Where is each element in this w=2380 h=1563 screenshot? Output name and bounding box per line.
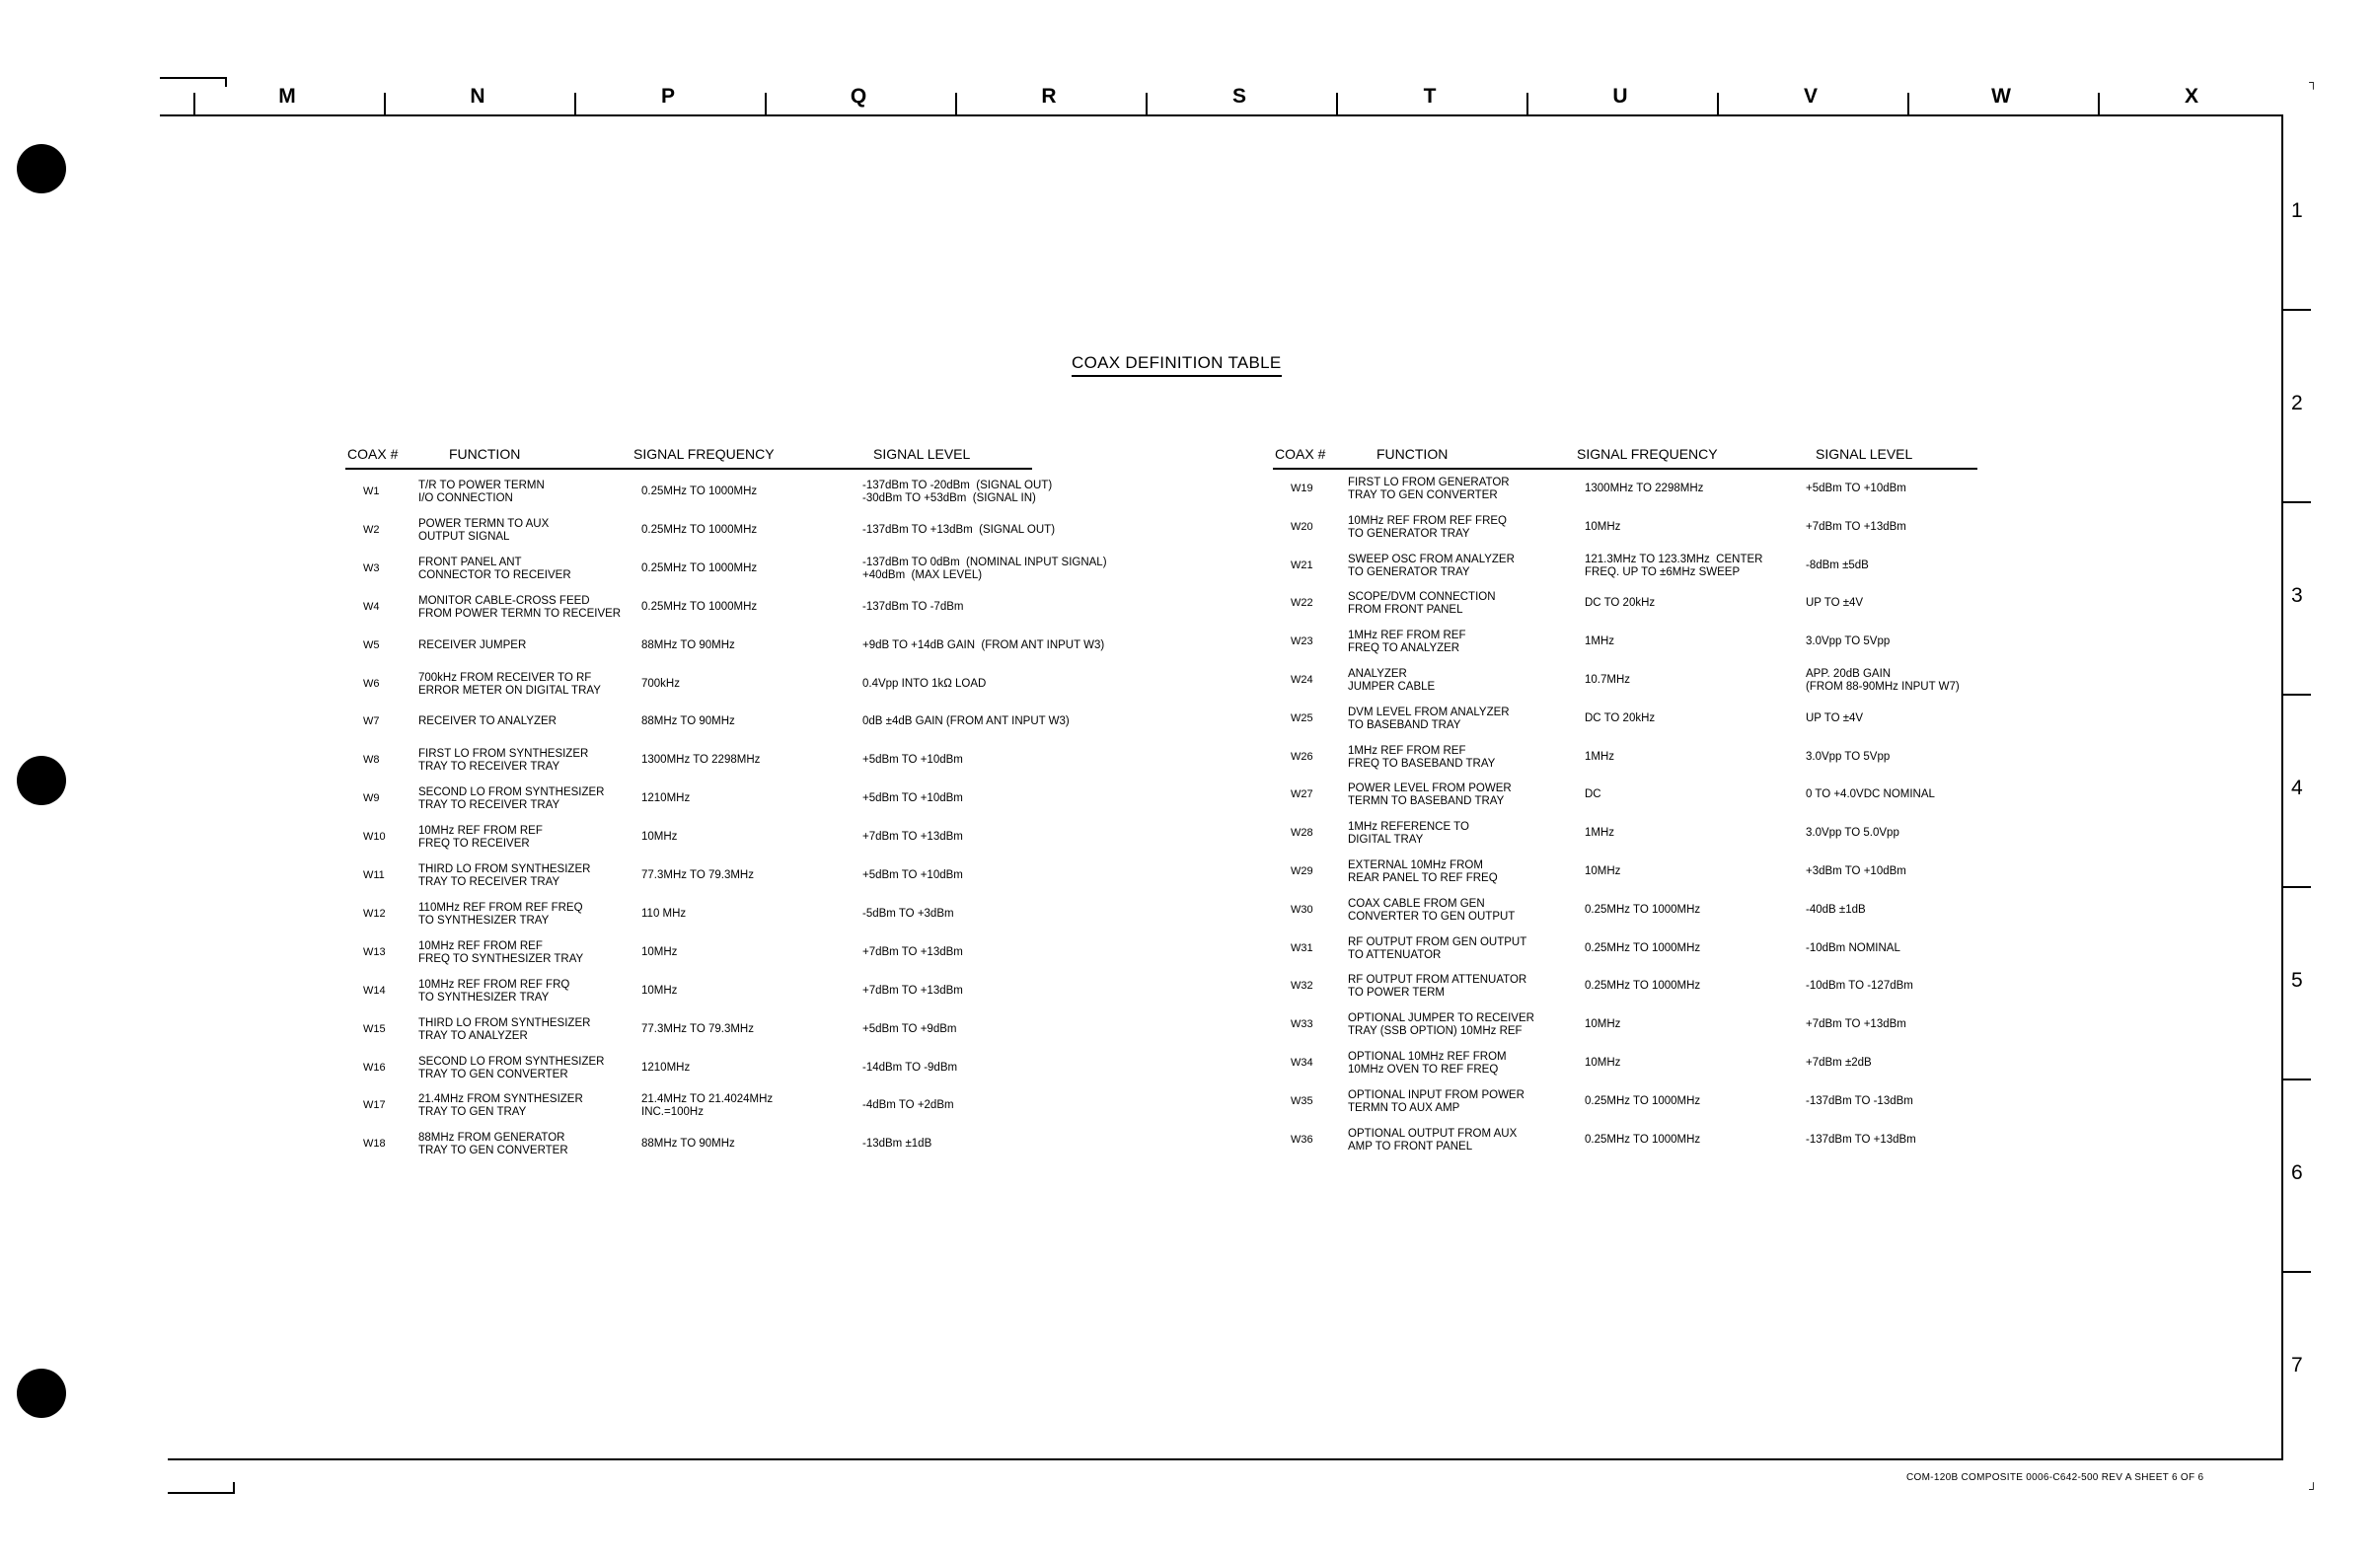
coax-id: W22 [1291, 597, 1313, 610]
frequency-cell: 0.25MHz TO 1000MHz [641, 523, 758, 536]
function-cell: OPTIONAL OUTPUT FROM AUX AMP TO FRONT PANEL [1348, 1127, 1518, 1153]
function-cell: OPTIONAL JUMPER TO RECEIVER TRAY (SSB OPTION) 10MHz REF [1348, 1012, 1534, 1038]
right-header-rule [1273, 468, 1977, 470]
coax-id: W10 [363, 831, 386, 844]
frequency-cell: 0.25MHz TO 1000MHz [641, 600, 758, 613]
frequency-cell: 10MHz [1585, 520, 1621, 533]
frequency-cell: 0.25MHz TO 1000MHz [1585, 941, 1701, 954]
frequency-cell: DC TO 20kHz [1585, 597, 1656, 610]
function-cell: SWEEP OSC FROM ANALYZER TO GENERATOR TRAY [1348, 553, 1515, 578]
function-cell: 700kHz FROM RECEIVER TO RF ERROR METER ON DIGITAL TRAY [418, 671, 601, 697]
coax-id: W19 [1291, 483, 1313, 494]
level-cell: -10dBm NOMINAL [1806, 941, 1900, 954]
frequency-cell: 700kHz [641, 677, 680, 690]
level-cell: -137dBm TO -7dBm [862, 600, 964, 613]
function-cell: SECOND LO FROM SYNTHESIZER TRAY TO GEN CONVERTER [418, 1055, 605, 1080]
coax-id: W34 [1291, 1057, 1313, 1069]
level-cell: -137dBm TO +13dBm (SIGNAL OUT) [862, 523, 1056, 536]
function-cell: DVM LEVEL FROM ANALYZER TO BASEBAND TRAY [1348, 706, 1510, 731]
frequency-cell: 1300MHz TO 2298MHz [641, 754, 761, 767]
coax-id: W9 [363, 792, 380, 805]
coax-id: W11 [363, 869, 385, 881]
row-tick [2281, 1079, 2311, 1080]
binder-hole-middle [17, 756, 66, 805]
function-cell: EXTERNAL 10MHz FROM REAR PANEL TO REF FREQ [1348, 859, 1498, 884]
frequency-cell: 110 MHz [641, 907, 687, 920]
row-tick [2281, 309, 2311, 311]
table-title: COAX DEFINITION TABLE [1072, 353, 1282, 377]
level-cell: +5dBm TO +10dBm [862, 754, 963, 767]
frame-top-border [160, 114, 2283, 116]
coax-id: W30 [1291, 903, 1313, 916]
right-header-function: FUNCTION [1376, 446, 1449, 462]
coax-id: W8 [363, 754, 380, 767]
coax-id: W5 [363, 638, 380, 651]
column-label-q: Q [850, 85, 867, 108]
left-header-function: FUNCTION [449, 446, 521, 462]
level-cell: +7dBm TO +13dBm [862, 831, 963, 844]
column-label-s: S [1231, 85, 1246, 108]
frequency-cell: 0.25MHz TO 1000MHz [641, 561, 758, 574]
column-label-n: N [470, 85, 485, 108]
corner-mark-top-left [160, 77, 227, 79]
frequency-cell: 10MHz [1585, 865, 1621, 877]
coax-id: W24 [1291, 674, 1313, 686]
coax-id: W33 [1291, 1018, 1313, 1031]
frequency-cell: 10MHz [641, 984, 678, 997]
level-cell: +5dBm TO +10dBm [1806, 483, 1906, 494]
level-cell: -137dBm TO -20dBm (SIGNAL OUT) -30dBm TO +53dBm (SIGNAL IN) [862, 480, 1053, 504]
binder-hole-top [17, 144, 66, 193]
coax-id: W27 [1291, 788, 1313, 801]
level-cell: +7dBm TO +13dBm [862, 984, 963, 997]
function-cell: RF OUTPUT FROM ATTENUATOR TO POWER TERM [1348, 974, 1527, 1000]
coax-id: W28 [1291, 827, 1313, 840]
coax-id: W14 [363, 984, 386, 997]
function-cell: THIRD LO FROM SYNTHESIZER TRAY TO RECEIVER TRAY [418, 863, 591, 888]
function-cell: RECEIVER JUMPER [418, 638, 527, 651]
column-label-u: U [1612, 85, 1628, 108]
coax-id: W18 [363, 1138, 386, 1151]
level-cell: +5dBm TO +10dBm [862, 869, 963, 881]
frequency-cell: 77.3MHz TO 79.3MHz [641, 869, 754, 881]
coax-id: W35 [1291, 1094, 1313, 1107]
frequency-cell: 1210MHz [641, 792, 691, 805]
row-label-1: 1 [2291, 199, 2303, 222]
level-cell: -10dBm TO -127dBm [1806, 980, 1913, 993]
column-label-m: M [278, 85, 296, 108]
column-label-v: V [1803, 85, 1818, 108]
function-cell: SECOND LO FROM SYNTHESIZER TRAY TO RECEIVER TRAY [418, 786, 605, 812]
coax-id: W17 [363, 1099, 386, 1112]
level-cell: +7dBm TO +13dBm [1806, 520, 1906, 533]
level-cell: 3.0Vpp TO 5.0Vpp [1806, 827, 1899, 840]
level-cell: 0 TO +4.0VDC NOMINAL [1806, 788, 1935, 801]
function-cell: FRONT PANEL ANT CONNECTOR TO RECEIVER [418, 556, 571, 581]
function-cell: T/R TO POWER TERMN I/O CONNECTION [418, 480, 545, 504]
function-cell: 10MHz REF FROM REF FREQ TO RECEIVER [418, 825, 543, 851]
frequency-cell: 1300MHz TO 2298MHz [1585, 483, 1704, 494]
coax-id: W20 [1291, 520, 1313, 533]
function-cell: RF OUTPUT FROM GEN OUTPUT TO ATTENUATOR [1348, 935, 1527, 961]
corner-mark-bottom-right: ┘ [2309, 1482, 2318, 1496]
right-header-level: SIGNAL LEVEL [1816, 446, 1913, 462]
row-label-5: 5 [2291, 969, 2303, 992]
level-cell: APP. 20dB GAIN (FROM 88-90MHz INPUT W7) [1806, 668, 1960, 693]
frequency-cell: 21.4MHz TO 21.4024MHz INC.=100Hz [641, 1093, 774, 1119]
coax-id: W7 [363, 715, 380, 728]
function-cell: 10MHz REF FROM REF FRQ TO SYNTHESIZER TRAY [418, 978, 570, 1004]
level-cell: +5dBm TO +9dBm [862, 1022, 957, 1035]
row-label-6: 6 [2291, 1161, 2303, 1184]
level-cell: +7dBm TO +13dBm [862, 945, 963, 958]
function-cell: 1MHz REF FROM REF FREQ TO ANALYZER [1348, 630, 1466, 655]
row-label-2: 2 [2291, 392, 2303, 414]
coax-id: W25 [1291, 711, 1313, 724]
level-cell: 0.4Vpp INTO 1kΩ LOAD [862, 677, 987, 690]
level-cell: UP TO ±4V [1806, 597, 1864, 610]
level-cell: -137dBm TO -13dBm [1806, 1094, 1913, 1107]
right-header-frequency: SIGNAL FREQUENCY [1577, 446, 1718, 462]
frequency-cell: 88MHz TO 90MHz [641, 715, 735, 728]
function-cell: 88MHz FROM GENERATOR TRAY TO GEN CONVERTER [418, 1132, 568, 1157]
coax-id: W3 [363, 561, 380, 574]
corner-mark-bottom-left [168, 1492, 235, 1494]
level-cell: 3.0Vpp TO 5Vpp [1806, 635, 1891, 648]
function-cell: SCOPE/DVM CONNECTION FROM FRONT PANEL [1348, 591, 1496, 617]
row-tick [2281, 886, 2311, 888]
frequency-cell: 1210MHz [641, 1061, 691, 1074]
left-header-level: SIGNAL LEVEL [873, 446, 971, 462]
function-cell: 1MHz REFERENCE TO DIGITAL TRAY [1348, 821, 1469, 847]
frequency-cell: 0.25MHz TO 1000MHz [1585, 980, 1701, 993]
coax-id: W16 [363, 1061, 386, 1074]
coax-id: W36 [1291, 1133, 1313, 1146]
function-cell: OPTIONAL INPUT FROM POWER TERMN TO AUX AMP [1348, 1088, 1525, 1114]
left-header-coax: COAX # [347, 446, 399, 462]
coax-id: W15 [363, 1022, 386, 1035]
level-cell: -14dBm TO -9dBm [862, 1061, 958, 1074]
coax-id: W1 [363, 485, 380, 497]
frequency-cell: 88MHz TO 90MHz [641, 1138, 735, 1151]
right-header-coax: COAX # [1275, 446, 1326, 462]
column-label-x: X [2184, 85, 2198, 108]
frequency-cell: 121.3MHz TO 123.3MHz CENTER FREQ. UP TO ±6MHz SWEEP [1585, 553, 1763, 578]
row-tick [2281, 501, 2311, 503]
function-cell: 1MHz REF FROM REF FREQ TO BASEBAND TRAY [1348, 744, 1496, 770]
frequency-cell: 10MHz [1585, 1057, 1621, 1069]
function-cell: ANALYZER JUMPER CABLE [1348, 668, 1436, 693]
corner-mark-top-right: ┐ [2309, 75, 2318, 89]
coax-id: W21 [1291, 558, 1313, 571]
level-cell: -8dBm ±5dB [1806, 558, 1869, 571]
column-label-r: R [1041, 85, 1057, 108]
corner-mark-bottom-left-tick [233, 1482, 235, 1494]
level-cell: -137dBm TO +13dBm [1806, 1133, 1916, 1146]
frequency-cell: 0.25MHz TO 1000MHz [1585, 1133, 1701, 1146]
function-cell: MONITOR CABLE-CROSS FEED FROM POWER TERMN TO RECEIVER [418, 594, 622, 620]
frequency-cell: 1MHz [1585, 635, 1615, 648]
left-header-rule [345, 468, 1032, 470]
frequency-cell: DC TO 20kHz [1585, 711, 1656, 724]
frequency-cell: 0.25MHz TO 1000MHz [1585, 1094, 1701, 1107]
frequency-cell: 10MHz [1585, 1018, 1621, 1031]
level-cell: -5dBm TO +3dBm [862, 907, 954, 920]
function-cell: 21.4MHz FROM SYNTHESIZER TRAY TO GEN TRAY [418, 1093, 583, 1119]
frequency-cell: 10.7MHz [1585, 674, 1631, 686]
row-tick [2281, 694, 2311, 696]
level-cell: -4dBm TO +2dBm [862, 1099, 954, 1112]
frequency-cell: 0.25MHz TO 1000MHz [1585, 903, 1701, 916]
coax-id: W6 [363, 677, 380, 690]
level-cell: 3.0Vpp TO 5Vpp [1806, 750, 1891, 763]
frequency-cell: 0.25MHz TO 1000MHz [641, 485, 758, 497]
column-label-t: T [1423, 85, 1437, 108]
function-cell: COAX CABLE FROM GEN CONVERTER TO GEN OUTPUT [1348, 897, 1516, 923]
level-cell: UP TO ±4V [1806, 711, 1864, 724]
function-cell: 10MHz REF FROM REF FREQ TO SYNTHESIZER TRAY [418, 939, 584, 965]
level-cell: -137dBm TO 0dBm (NOMINAL INPUT SIGNAL) +40dBm (MAX LEVEL) [862, 556, 1107, 581]
frame-right-border [2281, 114, 2283, 1460]
frequency-cell: 10MHz [641, 945, 678, 958]
coax-id: W13 [363, 945, 386, 958]
row-label-3: 3 [2291, 584, 2303, 607]
row-label-4: 4 [2291, 777, 2303, 799]
level-cell: -40dB ±1dB [1806, 903, 1866, 916]
left-header-frequency: SIGNAL FREQUENCY [633, 446, 775, 462]
function-cell: POWER TERMN TO AUX OUTPUT SIGNAL [418, 517, 550, 543]
coax-id: W29 [1291, 865, 1313, 877]
function-cell: OPTIONAL 10MHz REF FROM 10MHz OVEN TO REF FREQ [1348, 1051, 1507, 1076]
level-cell: +9dB TO +14dB GAIN (FROM ANT INPUT W3) [862, 638, 1105, 651]
frequency-cell: 77.3MHz TO 79.3MHz [641, 1022, 754, 1035]
function-cell: 10MHz REF FROM REF FREQ TO GENERATOR TRAY [1348, 514, 1508, 540]
frequency-cell: DC [1585, 788, 1601, 801]
level-cell: 0dB ±4dB GAIN (FROM ANT INPUT W3) [862, 715, 1070, 728]
function-cell: 110MHz REF FROM REF FREQ TO SYNTHESIZER TRAY [418, 901, 583, 927]
row-label-7: 7 [2291, 1354, 2303, 1377]
coax-id: W23 [1291, 635, 1313, 648]
function-cell: FIRST LO FROM SYNTHESIZER TRAY TO RECEIVER TRAY [418, 748, 589, 774]
frequency-cell: 88MHz TO 90MHz [641, 638, 735, 651]
drawing-footer: COM-120B COMPOSITE 0006-C642-500 REV A SHEET 6 OF 6 [1906, 1472, 2204, 1483]
frequency-cell: 1MHz [1585, 750, 1615, 763]
function-cell: FIRST LO FROM GENERATOR TRAY TO GEN CONVERTER [1348, 477, 1510, 501]
level-cell: -13dBm ±1dB [862, 1138, 932, 1151]
coax-id: W2 [363, 523, 380, 536]
coax-id: W12 [363, 907, 386, 920]
coax-id: W4 [363, 600, 380, 613]
level-cell: +7dBm ±2dB [1806, 1057, 1872, 1069]
function-cell: RECEIVER TO ANALYZER [418, 715, 557, 728]
function-cell: POWER LEVEL FROM POWER TERMN TO BASEBAND TRAY [1348, 782, 1512, 808]
level-cell: +5dBm TO +10dBm [862, 792, 963, 805]
coax-id: W32 [1291, 980, 1313, 993]
level-cell: +7dBm TO +13dBm [1806, 1018, 1906, 1031]
frequency-cell: 10MHz [641, 831, 678, 844]
frequency-cell: 1MHz [1585, 827, 1615, 840]
level-cell: +3dBm TO +10dBm [1806, 865, 1906, 877]
row-tick [2281, 1271, 2311, 1273]
column-label-w: W [1991, 85, 2011, 108]
function-cell: THIRD LO FROM SYNTHESIZER TRAY TO ANALYZER [418, 1016, 591, 1042]
coax-id: W31 [1291, 941, 1313, 954]
binder-hole-bottom [17, 1369, 66, 1418]
frame-bottom-border [168, 1458, 2283, 1460]
column-label-p: P [660, 85, 675, 108]
coax-id: W26 [1291, 750, 1313, 763]
